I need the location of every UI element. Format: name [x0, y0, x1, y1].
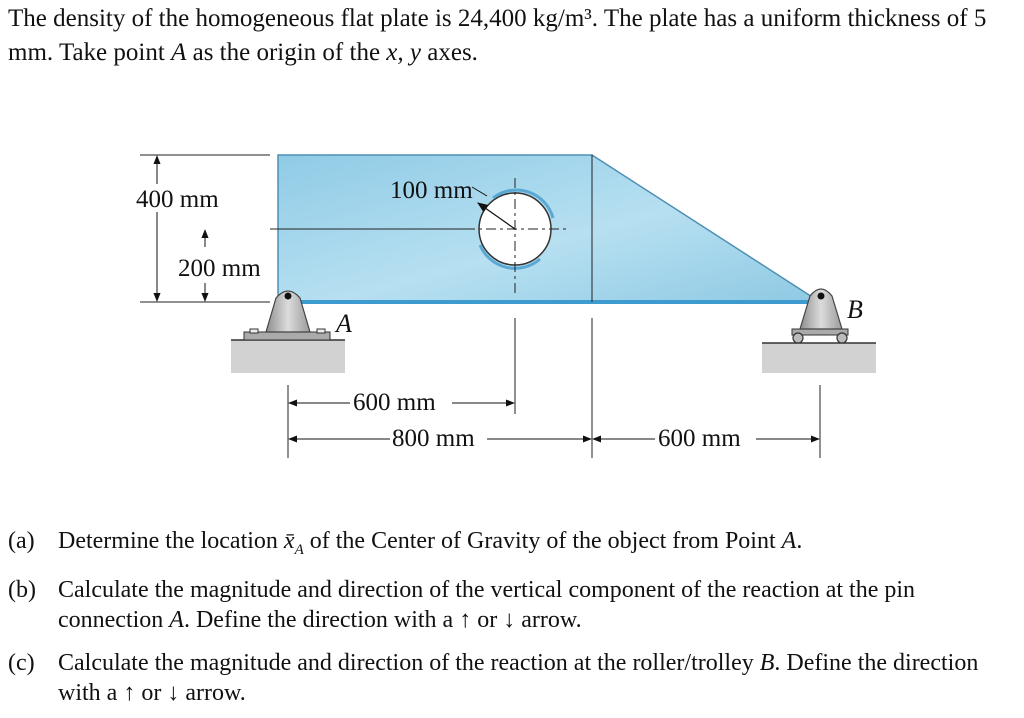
point-a-ref: A — [171, 39, 187, 66]
question-c — [8, 648, 1013, 708]
roller-wheel-right — [837, 333, 847, 343]
pin-a — [285, 293, 292, 300]
dim-100-label: 100 mm — [390, 177, 473, 204]
point-ref: A — [169, 606, 184, 633]
question-marker: (b) — [8, 576, 36, 603]
question-text-part: . Define the direction with a ↑ or ↓ arrow. — [58, 649, 979, 706]
axes-ref: x, y — [386, 39, 421, 66]
dim-600-top-label: 600 mm — [353, 389, 436, 416]
dim-400-label: 400 mm — [136, 186, 219, 213]
dim-200-label: 200 mm — [178, 255, 261, 282]
question-text-part: . — [796, 528, 803, 554]
question-list — [8, 526, 1013, 718]
question-a — [8, 526, 1013, 565]
question-text-part: Calculate the magnitude and direction of the vertical component of the reaction at the pin connection — [58, 576, 916, 633]
question-text — [58, 575, 1013, 635]
question-b — [8, 575, 1013, 635]
ground-a — [231, 340, 345, 373]
question-text-part: Determine the location — [58, 528, 284, 554]
xbar-symbol: x̄ — [283, 528, 295, 554]
bolt-left-a — [250, 329, 258, 333]
intro-text-3: axes. — [421, 39, 478, 66]
ground-b — [762, 343, 876, 373]
point-ref: B — [759, 649, 775, 676]
question-text-part: of the Center of Gravity of the object from Point — [303, 528, 782, 554]
xbar-subscript: A — [294, 541, 304, 558]
question-text-part: . Define the direction with a ↑ or ↓ arrow. — [183, 606, 582, 633]
dim-600-bottom-label: 600 mm — [658, 425, 741, 452]
dim-800-label: 800 mm — [392, 425, 475, 452]
question-text — [58, 526, 1013, 565]
point-ref: A — [781, 528, 797, 554]
question-marker: (a) — [8, 528, 35, 554]
roller-wheel-left — [793, 333, 803, 343]
intro-text-2: as the origin of the — [186, 39, 387, 66]
intro-text-1: The density of the homogeneous flat plate is 24,400 kg/m³. The plate has a uniform thickness of 5 mm. Take point — [8, 5, 987, 66]
pin-b — [818, 293, 825, 300]
bolt-right-a — [317, 329, 325, 333]
point-b-label: B — [847, 295, 863, 324]
question-text-part: Calculate the magnitude and direction of the reaction at the roller/trolley — [58, 649, 760, 676]
point-a-label: A — [336, 309, 352, 338]
question-text — [58, 648, 1013, 708]
question-marker: (c) — [8, 649, 35, 676]
